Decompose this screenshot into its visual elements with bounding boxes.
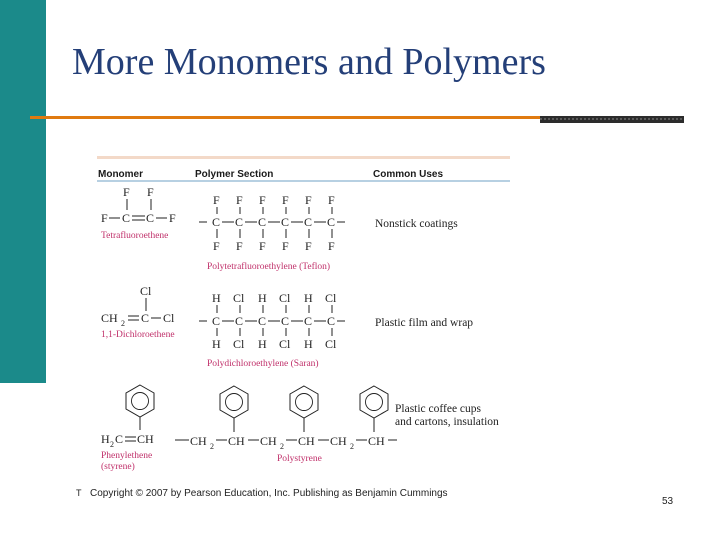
svg-text:Cl: Cl bbox=[325, 291, 337, 305]
polymer-name-3: Polystyrene bbox=[277, 454, 322, 464]
svg-text:C: C bbox=[327, 314, 336, 328]
svg-text:C: C bbox=[304, 314, 313, 328]
uses-1: Nonstick coatings bbox=[375, 218, 458, 230]
sidebar-accent bbox=[0, 0, 46, 383]
uses-3b: and cartons, insulation bbox=[395, 416, 499, 428]
svg-text:Cl: Cl bbox=[163, 311, 175, 325]
svg-text:Cl: Cl bbox=[233, 337, 245, 351]
page-number: 53 bbox=[662, 496, 674, 507]
svg-text:C: C bbox=[258, 314, 267, 328]
svg-text:H: H bbox=[101, 432, 110, 446]
svg-text:Cl: Cl bbox=[279, 337, 291, 351]
svg-text:C: C bbox=[115, 432, 124, 446]
svg-text:Cl: Cl bbox=[279, 291, 291, 305]
svg-text:CH: CH bbox=[368, 434, 385, 448]
monomer-tetrafluoroethene-structure bbox=[101, 185, 176, 225]
svg-text:F: F bbox=[282, 193, 289, 207]
monomer-name-2: 1,1-Dichloroethene bbox=[101, 330, 175, 340]
monomer-styrene-structure bbox=[101, 385, 154, 449]
table-top-band bbox=[97, 156, 510, 159]
svg-text:H: H bbox=[304, 337, 313, 351]
svg-text:F: F bbox=[282, 239, 289, 253]
slide-title: More Monomers and Polymers bbox=[72, 41, 546, 83]
svg-text:CH: CH bbox=[228, 434, 245, 448]
svg-text:CH: CH bbox=[330, 434, 347, 448]
svg-text:C: C bbox=[281, 314, 290, 328]
svg-text:C: C bbox=[327, 215, 336, 229]
svg-text:C: C bbox=[235, 215, 244, 229]
uses-3a: Plastic coffee cups bbox=[395, 403, 482, 415]
svg-text:F: F bbox=[236, 193, 243, 207]
svg-text:C: C bbox=[212, 314, 221, 328]
svg-text:H: H bbox=[212, 291, 221, 305]
svg-text:C: C bbox=[304, 215, 313, 229]
svg-text:CH: CH bbox=[137, 432, 154, 446]
title-rule bbox=[30, 116, 540, 119]
svg-text:2: 2 bbox=[350, 442, 354, 451]
header-polymer: Polymer Section bbox=[195, 169, 274, 180]
polymer-table-figure bbox=[95, 150, 515, 480]
svg-text:F: F bbox=[328, 193, 335, 207]
svg-text:C: C bbox=[212, 215, 221, 229]
uses-2: Plastic film and wrap bbox=[375, 317, 474, 329]
svg-text:C: C bbox=[281, 215, 290, 229]
header-monomer: Monomer bbox=[98, 169, 143, 180]
svg-text:F: F bbox=[305, 239, 312, 253]
svg-text:F: F bbox=[259, 239, 266, 253]
svg-text:CH: CH bbox=[190, 434, 207, 448]
svg-text:C: C bbox=[258, 215, 267, 229]
polymer-teflon-structure bbox=[199, 193, 345, 253]
svg-text:C: C bbox=[122, 211, 131, 225]
svg-text:Cl: Cl bbox=[325, 337, 337, 351]
svg-text:H: H bbox=[258, 337, 267, 351]
svg-text:2: 2 bbox=[121, 319, 125, 328]
copyright-footer: Copyright © 2007 by Pearson Education, Inc. Publishing as Benjamin Cummings bbox=[90, 488, 448, 499]
monomer-name-3: Phenylethene bbox=[101, 451, 153, 461]
svg-text:F: F bbox=[123, 185, 130, 199]
monomer-name-3b: (styrene) bbox=[101, 462, 135, 472]
title-rule-pattern bbox=[540, 111, 684, 127]
monomer-name-1: Tetrafluoroethene bbox=[101, 231, 169, 241]
svg-text:F: F bbox=[213, 239, 220, 253]
svg-text:F: F bbox=[213, 193, 220, 207]
svg-text:Cl: Cl bbox=[140, 284, 152, 298]
svg-text:CH: CH bbox=[298, 434, 315, 448]
svg-text:F: F bbox=[305, 193, 312, 207]
svg-text:F: F bbox=[147, 185, 154, 199]
svg-text:F: F bbox=[328, 239, 335, 253]
svg-text:2: 2 bbox=[110, 440, 114, 449]
polymer-saran-structure bbox=[199, 291, 345, 351]
svg-text:F: F bbox=[259, 193, 266, 207]
svg-text:H: H bbox=[212, 337, 221, 351]
svg-text:F: F bbox=[236, 239, 243, 253]
monomer-dichloroethene-structure bbox=[101, 284, 175, 328]
svg-text:2: 2 bbox=[280, 442, 284, 451]
svg-text:H: H bbox=[304, 291, 313, 305]
svg-text:F: F bbox=[101, 211, 108, 225]
header-uses: Common Uses bbox=[373, 169, 444, 180]
svg-text:CH: CH bbox=[101, 311, 118, 325]
svg-text:C: C bbox=[146, 211, 155, 225]
svg-text:Cl: Cl bbox=[233, 291, 245, 305]
polymer-name-1: Polytetrafluoroethylene (Teflon) bbox=[207, 262, 331, 272]
svg-text:F: F bbox=[169, 211, 176, 225]
polymer-name-2: Polydichloroethylene (Saran) bbox=[207, 359, 319, 369]
footer-mark: T bbox=[76, 488, 82, 498]
polymer-polystyrene-structure bbox=[175, 386, 397, 451]
svg-text:H: H bbox=[258, 291, 267, 305]
svg-text:2: 2 bbox=[210, 442, 214, 451]
svg-text:C: C bbox=[235, 314, 244, 328]
svg-text:CH: CH bbox=[260, 434, 277, 448]
svg-text:C: C bbox=[141, 311, 150, 325]
